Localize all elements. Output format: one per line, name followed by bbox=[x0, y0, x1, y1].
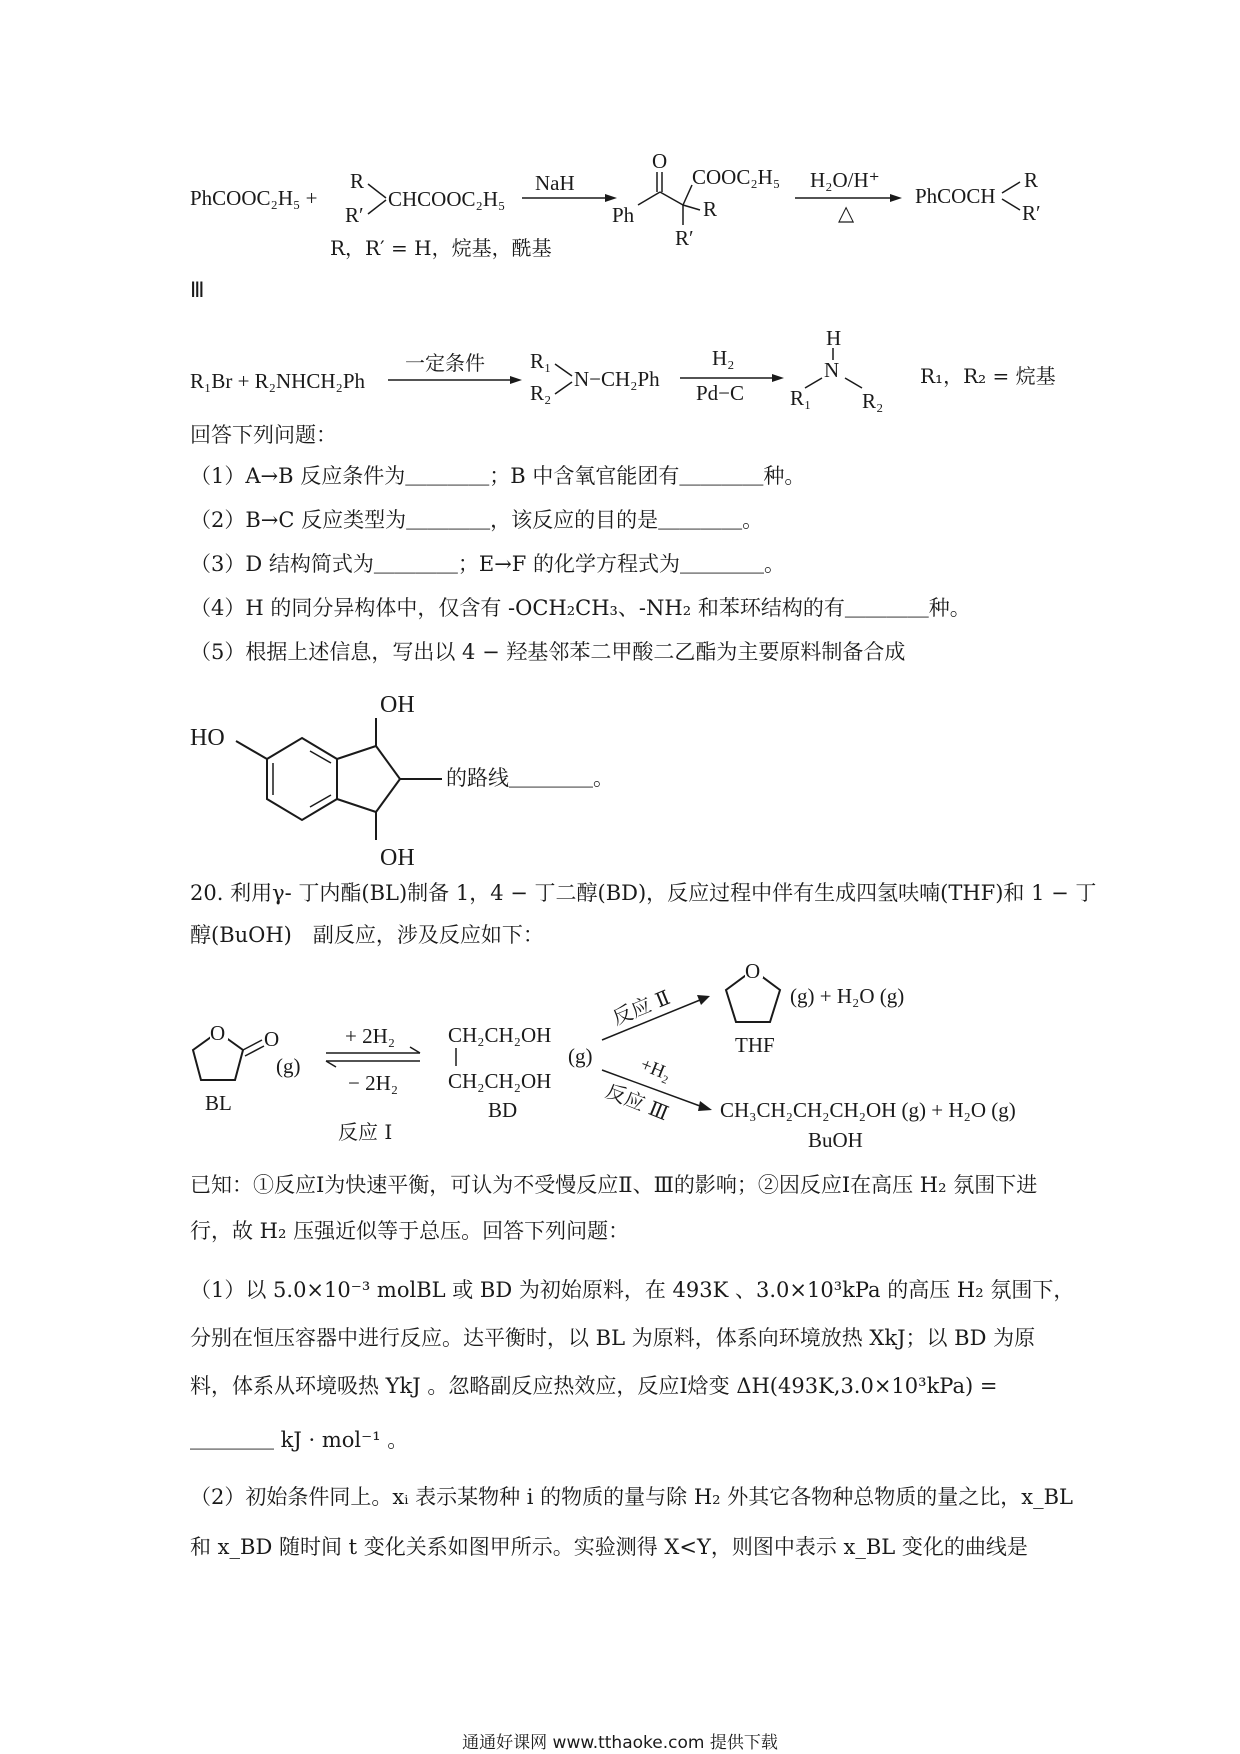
rxn3-amine-h: H bbox=[826, 326, 842, 350]
rxn3-h2: H₂ bbox=[712, 346, 735, 370]
rxn2-final: PhCOCH bbox=[915, 184, 996, 208]
rxn2-final-r: R bbox=[1024, 168, 1039, 192]
rxn3-reagents: R₁Br + R₂NHCH₂Ph bbox=[190, 369, 366, 393]
rxn2-product-o: O bbox=[652, 149, 668, 173]
target-molecule bbox=[190, 692, 442, 871]
bd-label: BD bbox=[488, 1098, 518, 1122]
target-oh-bottom: OH bbox=[380, 845, 415, 871]
rxn3-r1: R₁ bbox=[530, 349, 552, 373]
rxn3-branch-h2: +H₂ bbox=[637, 1054, 675, 1086]
q20-line1: 20. 利用γ- 丁内酯(BL)制备 1，4 − 丁二醇(BD)，反应过程中伴有生成四氢呋喃(THF)和 1 − 丁 bbox=[190, 881, 1097, 905]
q20-known2: 行，故 H₂ 压强近似等于总压。回答下列问题： bbox=[190, 1219, 630, 1243]
rxn2-note: R，R′ = H，烷基，酰基 bbox=[330, 236, 552, 260]
target-oh-top: OH bbox=[380, 692, 415, 718]
bd-bottom: CH₂CH₂OH bbox=[448, 1069, 552, 1093]
bl-phase: (g) bbox=[276, 1054, 301, 1078]
q19-route-tail: 的路线＿＿＿＿。 bbox=[446, 766, 614, 790]
rxn2-product-ester: COOC₂H₅ bbox=[692, 165, 781, 189]
thf-label: THF bbox=[735, 1033, 775, 1057]
rxn3-branch-label: 反应 Ⅲ bbox=[602, 1078, 673, 1126]
q19-part2: （2）B→C 反应类型为＿＿＿＿，该反应的目的是＿＿＿＿。 bbox=[190, 508, 764, 532]
bl-ring-o: O bbox=[210, 1021, 226, 1045]
q19-intro: 回答下列问题： bbox=[190, 423, 337, 447]
buoh-label: BuOH bbox=[808, 1128, 863, 1152]
rxn3-amine-r1: R₁ bbox=[790, 386, 812, 410]
bl-label: BL bbox=[205, 1091, 232, 1115]
rxn2-product-ph: Ph bbox=[612, 203, 635, 227]
bd-top: CH₂CH₂OH bbox=[448, 1023, 552, 1047]
q20-part2-line2: 和 x_BD 随时间 t 变化关系如图甲所示。实验测得 X<Y，则图中表示 x_BL 变化的曲线是 bbox=[190, 1535, 1028, 1559]
bd-phase: (g) bbox=[568, 1044, 593, 1068]
rxn3-amine-r2: R₂ bbox=[862, 389, 884, 413]
q19-part3: （3）D 结构简式为＿＿＿＿；E→F 的化学方程式为＿＿＿＿。 bbox=[190, 552, 786, 576]
page-footer: 通通好课网 www.tthaoke.com 提供下载 bbox=[462, 1733, 778, 1753]
q19-part5: （5）根据上述信息，写出以 4 − 羟基邻苯二甲酸二乙酯为主要原料制备合成 bbox=[190, 640, 906, 664]
q20-part1-line1: （1）以 5.0×10⁻³ molBL 或 BD 为初始原料，在 493K 、3.0×10³kPa 的高压 H₂ 氛围下， bbox=[190, 1278, 1075, 1302]
rxn2-r-upper: R bbox=[350, 169, 365, 193]
rxn2-final-rp: R′ bbox=[1022, 201, 1041, 225]
reaction-3 bbox=[190, 278, 1056, 413]
rxn2-chain: CHCOOC₂H₅ bbox=[388, 187, 506, 211]
thf-o: O bbox=[745, 959, 761, 983]
q20-reaction-network bbox=[193, 958, 1016, 1152]
q20-known1: 已知：①反应Ⅰ为快速平衡，可认为不受慢反应Ⅱ、Ⅲ的影响；②因反应Ⅰ在高压 H₂ 氛围下进 bbox=[190, 1173, 1038, 1197]
rxn3-note: R₁，R₂ = 烷基 bbox=[920, 364, 1056, 388]
rxn3-product: N−CH₂Ph bbox=[574, 367, 660, 391]
q20-part2-line1: （2）初始条件同上。xᵢ 表示某物种 i 的物质的量与除 H₂ 外其它各物种总物质的量之比，x_BL bbox=[190, 1485, 1073, 1509]
reaction-2 bbox=[190, 149, 1041, 260]
q20-line2: 醇(BuOH) 副反应，涉及反应如下： bbox=[190, 923, 544, 947]
rxn3-label: Ⅲ bbox=[190, 278, 205, 302]
bl-carbonyl-o: O bbox=[264, 1027, 280, 1051]
rxn2-branch-label: 反应 Ⅱ bbox=[608, 985, 674, 1030]
q20-part1-line4: ＿＿＿＿ kJ · mol⁻¹ 。 bbox=[190, 1428, 409, 1452]
buoh-products: CH₃CH₂CH₂CH₂OH (g) + H₂O (g) bbox=[720, 1098, 1016, 1122]
eq-forward-label: + 2H₂ bbox=[345, 1024, 396, 1048]
q19-part1: （1）A→B 反应条件为＿＿＿＿；B 中含氧官能团有＿＿＿＿种。 bbox=[190, 464, 806, 488]
rxn3-r2: R₂ bbox=[530, 381, 552, 405]
rxn1-label: 反应 Ⅰ bbox=[338, 1120, 393, 1144]
rxn2-reagent1: PhCOOC₂H₅ + bbox=[190, 186, 318, 210]
q20-part1-line2: 分别在恒压容器中进行反应。达平衡时，以 BL 为原料，体系向环境放热 XkJ；以 BD 为原 bbox=[190, 1326, 1036, 1350]
rxn2-r-lower: R′ bbox=[345, 203, 364, 227]
rxn2-product-r: R bbox=[703, 197, 718, 221]
eq-reverse-label: − 2H₂ bbox=[348, 1071, 399, 1095]
rxn3-catalyst: Pd−C bbox=[696, 381, 745, 405]
rxn2-heat: △ bbox=[838, 201, 855, 225]
rxn3-amine-n: N bbox=[824, 358, 840, 382]
rxn2-nah: NaH bbox=[535, 171, 575, 195]
thf-products: (g) + H₂O (g) bbox=[790, 984, 905, 1008]
q19-part4: （4）H 的同分异构体中，仅含有 -OCH₂CH₃、-NH₂ 和苯环结构的有＿＿＿＿种。 bbox=[190, 596, 971, 620]
q20-part1-line3: 料，体系从环境吸热 YkJ 。忽略副反应热效应，反应Ⅰ焓变 ΔH(493K,3.0×10³kPa) = bbox=[190, 1374, 998, 1398]
rxn2-product-rp: R′ bbox=[675, 226, 694, 250]
rxn2-hydro-cond: H₂O/H⁺ bbox=[810, 168, 880, 192]
target-ho: HO bbox=[190, 725, 225, 751]
rxn3-condition: 一定条件 bbox=[405, 351, 485, 375]
